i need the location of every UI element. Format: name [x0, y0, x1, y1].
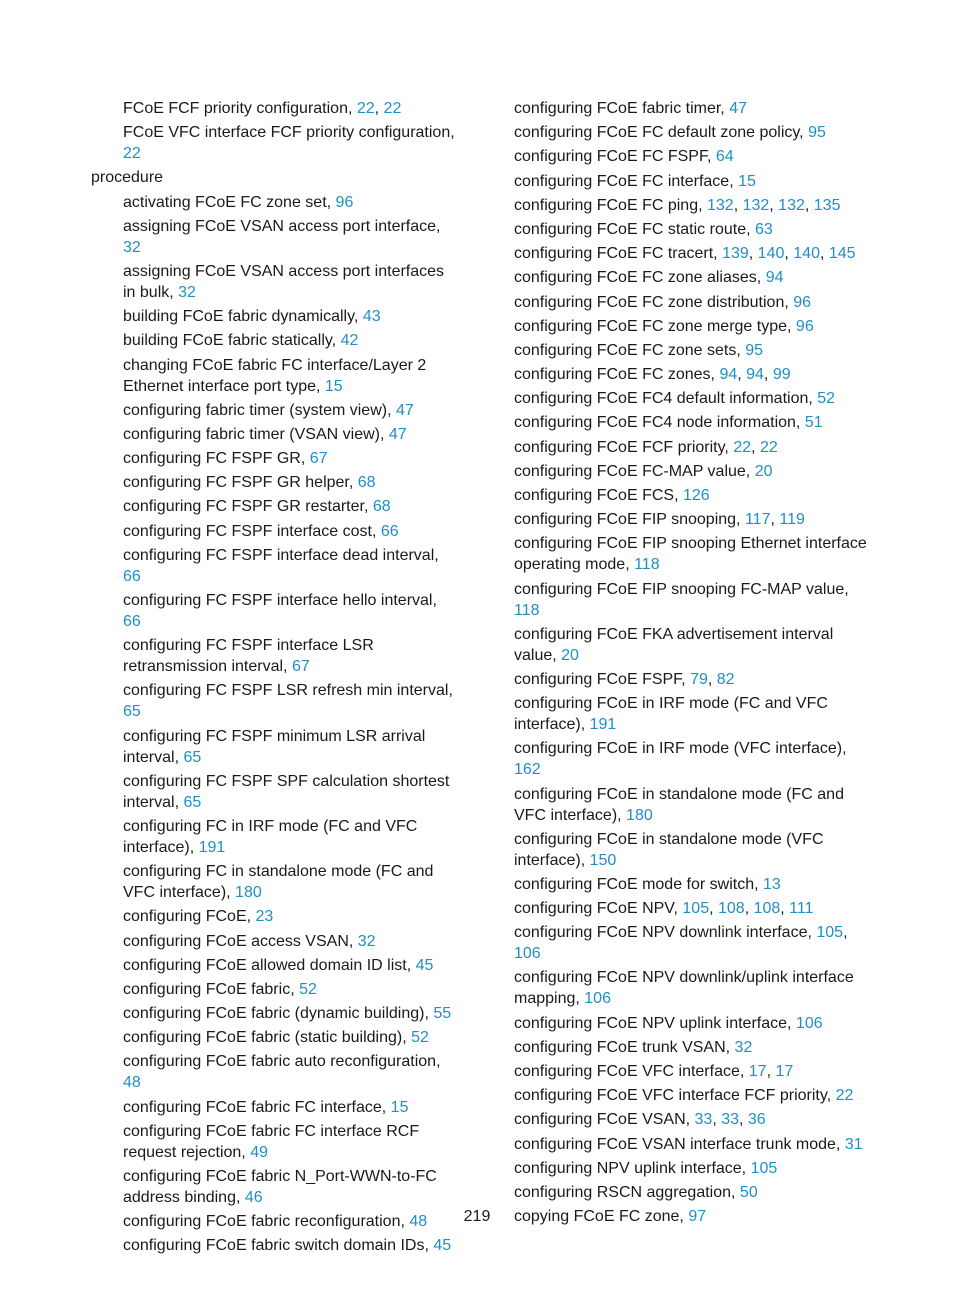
index-entry: [91, 355, 459, 397]
page-link[interactable]: 33: [721, 1111, 740, 1129]
index-entry: [91, 1121, 459, 1163]
index-entry-text: configuring FCoE FCS,: [514, 487, 679, 504]
page-link[interactable]: 48: [409, 1213, 428, 1231]
index-entry-text: configuring FCoE FC zones,: [514, 366, 715, 384]
index-right-column: [514, 98, 874, 1230]
page-link[interactable]: 64: [715, 148, 734, 166]
page-link[interactable]: 145: [828, 245, 856, 263]
index-entry-text: configuring FCoE fabric N_Port-WWN-to-FC address binding,: [123, 1168, 437, 1206]
page-link[interactable]: 68: [372, 498, 391, 516]
index-entry-text: configuring FC FSPF GR helper,: [123, 474, 354, 492]
page-link[interactable]: 111: [789, 900, 814, 918]
index-entry: [91, 590, 459, 632]
index-entry-text: configuring FCoE VSAN,: [514, 1111, 691, 1129]
index-entry-text: FCoE FCF priority configuration,: [123, 100, 353, 117]
page-link[interactable]: 22: [383, 100, 402, 117]
index-entry-text: configuring FCoE fabric switch domain IDs,: [123, 1237, 429, 1255]
index-entry-text: configuring FCoE FC zone distribution,: [514, 293, 789, 311]
index-entry-text: configuring FCoE VSAN interface trunk mode,: [514, 1135, 841, 1153]
index-entry-text: configuring FCoE allowed domain ID list,: [123, 956, 412, 974]
index-entry: [91, 330, 459, 351]
page-link[interactable]: 52: [411, 1029, 429, 1047]
index-entry-text: configuring FCoE FIP snooping,: [514, 511, 741, 529]
index-entry-text: configuring FCoE NPV downlink interface,: [514, 924, 812, 942]
index-entry-text: configuring FCoE FIP snooping Ethernet interface operating mode,: [514, 535, 867, 574]
index-entry: [91, 955, 459, 976]
page-link[interactable]: 45: [433, 1237, 452, 1255]
page-link[interactable]: 45: [415, 956, 434, 974]
page-link[interactable]: 119: [779, 511, 805, 529]
index-entry-text: configuring FCoE fabric FC interface,: [123, 1098, 387, 1116]
index-entry: [514, 292, 874, 313]
page-link[interactable]: 22: [356, 100, 375, 117]
page-link[interactable]: 47: [388, 425, 407, 443]
index-entry-text: configuring FC FSPF interface dead interval,: [123, 546, 439, 564]
page-link[interactable]: 105: [750, 1159, 778, 1177]
index-entry-text: configuring FCoE access VSAN,: [123, 932, 354, 950]
page-link[interactable]: 106: [514, 945, 541, 963]
page-link[interactable]: 22: [733, 438, 752, 456]
index-entry: [514, 340, 874, 361]
page-link[interactable]: 22: [760, 438, 778, 456]
index-entry-text: configuring fabric timer (VSAN view),: [123, 425, 385, 443]
page-link[interactable]: 47: [729, 100, 747, 117]
page-link[interactable]: 97: [688, 1208, 707, 1226]
index-entry: [91, 979, 459, 1000]
page-link[interactable]: 68: [357, 474, 376, 492]
index-entry: [514, 316, 874, 337]
page-link[interactable]: 108: [753, 900, 781, 918]
index-entry: [514, 485, 874, 506]
index-entry-text: assigning FCoE VSAN access port interfaces in bulk,: [123, 262, 445, 301]
index-entry-text: configuring FCoE fabric FC interface RCF request rejection,: [123, 1122, 420, 1161]
page-link[interactable]: 140: [793, 245, 820, 263]
page-link[interactable]: 31: [844, 1135, 863, 1153]
page-link[interactable]: 180: [626, 806, 653, 824]
page-link[interactable]: 22: [835, 1087, 854, 1105]
index-entry-text: configuring NPV uplink interface,: [514, 1159, 747, 1177]
index-entry-text: configuring FCoE FCF priority,: [514, 438, 729, 456]
page-link[interactable]: 47: [395, 401, 414, 419]
index-entry: [91, 306, 459, 327]
page-link[interactable]: 79: [690, 670, 708, 688]
index-entry-text: configuring FCoE FC interface,: [514, 172, 734, 190]
index-entry: [91, 496, 459, 517]
index-entry: [91, 1166, 459, 1208]
page-link[interactable]: 17: [775, 1063, 794, 1080]
page-link[interactable]: 66: [123, 567, 141, 585]
page-link[interactable]: 66: [380, 522, 399, 540]
index-entry: [514, 1037, 874, 1058]
index-entry-text: configuring FC FSPF interface cost,: [123, 522, 377, 540]
index-entry: [91, 192, 459, 213]
index-entry: [91, 448, 459, 469]
page-link[interactable]: 162: [514, 761, 541, 779]
index-entry-text: configuring FCoE in standalone mode (FC and VFC interface),: [514, 785, 844, 824]
page-link[interactable]: 132: [742, 196, 770, 214]
index-entry: [91, 680, 459, 722]
index-entry: [91, 400, 459, 421]
page-link[interactable]: 180: [235, 884, 262, 902]
index-entry-text: configuring FCoE fabric timer,: [514, 100, 725, 117]
page-link[interactable]: 139: [722, 245, 749, 263]
page-link[interactable]: 32: [178, 283, 196, 301]
index-entry: [514, 533, 874, 575]
page-link[interactable]: 191: [198, 838, 226, 856]
index-entry-text: configuring FC FSPF minimum LSR arrival interval,: [123, 727, 426, 766]
index-entry-text: configuring FCoE mode for switch,: [514, 875, 759, 893]
index-entry-text: configuring FCoE FIP snooping FC-MAP value,: [514, 580, 849, 598]
index-entry-text: configuring FCoE fabric,: [123, 980, 295, 998]
page-link[interactable]: 96: [335, 193, 354, 211]
page-link[interactable]: 105: [682, 900, 710, 918]
index-entry: configuring FCoE FSPF, 79, 82: [514, 670, 735, 688]
index-entry-text: configuring FCoE NPV uplink interface,: [514, 1014, 792, 1032]
index-entry: configuring FCoE FC zones, 94, 94, 99: [514, 366, 791, 384]
index-entry-text: configuring FC FSPF SPF calculation shortest interval,: [123, 772, 450, 811]
index-entry: [91, 771, 459, 813]
index-entry: [514, 267, 874, 288]
index-entry: [514, 693, 874, 735]
page-link[interactable]: 67: [291, 658, 310, 676]
page-link[interactable]: 65: [183, 748, 202, 766]
page-link[interactable]: 99: [772, 366, 791, 384]
page-link[interactable]: 118: [514, 601, 540, 619]
page-link[interactable]: 117: [744, 511, 771, 529]
page-link[interactable]: 106: [584, 990, 611, 1008]
page-link[interactable]: 65: [123, 703, 141, 721]
index-entry: [91, 122, 459, 164]
index-entry-text: configuring FC FSPF LSR refresh min interval,: [123, 682, 453, 700]
index-entry: [91, 1235, 459, 1256]
index-entry-text: configuring FCoE FC zone aliases,: [514, 269, 762, 287]
index-entry-text: configuring FCoE FC tracert,: [514, 245, 718, 263]
page-link[interactable]: 43: [362, 308, 381, 326]
index-entry-text: configuring FC in standalone mode (FC and VFC interface),: [123, 863, 434, 902]
page-link[interactable]: 126: [682, 487, 710, 504]
index-entry: [91, 545, 459, 587]
page-link[interactable]: 191: [589, 716, 617, 734]
index-entry: [91, 635, 459, 677]
index-entry: configuring FCoE VSAN, 33, 33, 36: [514, 1111, 766, 1129]
index-entry: configuring FCoE FCF priority, 22, 22: [514, 438, 778, 456]
page-link[interactable]: 17: [748, 1063, 767, 1080]
index-entry-text: configuring FCoE FC default zone policy,: [514, 124, 804, 142]
page-link[interactable]: 140: [757, 245, 785, 263]
index-entry: [91, 726, 459, 768]
index-entry-text: building FCoE fabric dynamically,: [123, 308, 359, 326]
page-link[interactable]: 94: [719, 366, 738, 384]
page-link[interactable]: 15: [324, 377, 343, 395]
index-entry-text: configuring FCoE VFC interface,: [514, 1063, 745, 1080]
index-entry-text: configuring FCoE VFC interface FCF priority,: [514, 1087, 832, 1105]
index-entry: [514, 1182, 874, 1203]
index-entry-text: configuring FC in IRF mode (FC and VFC interface),: [123, 817, 418, 856]
index-entry: [91, 861, 459, 903]
page-link[interactable]: 42: [340, 332, 359, 350]
page-link[interactable]: 132: [706, 196, 734, 214]
page-link[interactable]: 15: [390, 1098, 409, 1116]
index-entry-text: procedure: [91, 169, 164, 187]
index-entry: [91, 1003, 459, 1024]
index-entry: [514, 98, 874, 119]
page-link[interactable]: 118: [634, 556, 660, 574]
index-entry: [514, 1085, 874, 1106]
index-entry: [91, 472, 459, 493]
page-link[interactable]: 67: [309, 450, 328, 468]
page-link[interactable]: 108: [717, 900, 745, 918]
index-entry-text: configuring FCoE in IRF mode (FC and VFC interface),: [514, 695, 828, 734]
index-entry-text: FCoE VFC interface FCF priority configuration,: [123, 124, 455, 142]
page-link[interactable]: 32: [734, 1038, 753, 1056]
page-link[interactable]: 150: [589, 851, 617, 869]
index-entry: [514, 412, 874, 433]
index-entry-text: configuring FCoE in standalone mode (VFC interface),: [514, 830, 824, 869]
index-entry-text: configuring FCoE trunk VSAN,: [514, 1038, 731, 1056]
index-entry-text: configuring FC FSPF GR,: [123, 450, 306, 468]
index-entry: [514, 874, 874, 895]
index-entry-text: configuring FCoE fabric (static building),: [123, 1029, 407, 1047]
index-entry-text: copying FCoE FC zone,: [514, 1208, 684, 1226]
index-entry: [514, 146, 874, 167]
index-entry-text: configuring FCoE FKA advertisement interval value,: [514, 625, 834, 664]
index-left-column: [91, 98, 459, 1260]
index-entry: [91, 1097, 459, 1118]
index-entry-text: configuring FCoE in IRF mode (VFC interface),: [514, 740, 847, 758]
index-entry-text: configuring RSCN aggregation,: [514, 1183, 736, 1201]
index-entry: [514, 1013, 874, 1034]
index-entry-text: configuring FCoE FC-MAP value,: [514, 462, 751, 480]
page-link[interactable]: 22: [123, 145, 141, 163]
page-link[interactable]: 50: [739, 1183, 758, 1201]
index-entry-text: configuring FCoE,: [123, 908, 252, 926]
page-link[interactable]: 135: [813, 196, 841, 214]
index-entry: [514, 388, 874, 409]
index-entry: [514, 1158, 874, 1179]
page-link[interactable]: 49: [250, 1143, 268, 1161]
index-entry: [514, 829, 874, 871]
index-entry: [514, 219, 874, 240]
page-link[interactable]: 63: [755, 220, 773, 238]
index-entry-text: configuring FCoE FC ping,: [514, 196, 703, 214]
page-link[interactable]: 106: [795, 1014, 823, 1032]
index-entry-text: configuring FCoE FC FSPF,: [514, 148, 712, 166]
page-link[interactable]: 20: [754, 462, 773, 480]
index-entry-text: configuring FCoE fabric reconfiguration,: [123, 1213, 405, 1231]
index-entry: [91, 424, 459, 445]
page-link[interactable]: 94: [765, 269, 784, 287]
index-entry: [91, 1027, 459, 1048]
index-entry: FCoE FCF priority configuration, 22, 22: [123, 100, 402, 117]
page-link[interactable]: 105: [816, 924, 844, 942]
index-entry: [514, 624, 874, 666]
page-link[interactable]: 94: [746, 366, 764, 384]
index-entry-text: configuring FC FSPF interface LSR retransmission interval,: [123, 637, 374, 676]
index-entry-text: activating FCoE FC zone set,: [123, 193, 332, 211]
page-link[interactable]: 132: [778, 196, 805, 214]
index-entry: [514, 461, 874, 482]
index-entry: [514, 784, 874, 826]
index-entry: [91, 906, 459, 927]
index-entry-text: configuring FCoE fabric auto reconfiguration,: [123, 1053, 441, 1071]
index-entry: configuring FCoE FC tracert, 139, 140, 140, 145: [514, 245, 856, 263]
index-entry-text: changing FCoE fabric FC interface/Layer 2 Ethernet interface port type,: [123, 356, 427, 395]
page-link[interactable]: 20: [561, 646, 579, 664]
index-entry: [514, 122, 874, 143]
page-link[interactable]: 55: [433, 1005, 452, 1023]
index-entry: [91, 167, 459, 188]
index-entry: [514, 579, 874, 621]
page-link[interactable]: 32: [123, 238, 141, 256]
page-link[interactable]: 52: [299, 980, 317, 998]
index-entry: [91, 1051, 459, 1093]
index-entry: [91, 816, 459, 858]
index-entry: [514, 1134, 874, 1155]
index-entry: configuring FCoE FC ping, 132, 132, 132, 135: [514, 196, 841, 214]
index-entry: configuring FCoE NPV, 105, 108, 108, 111: [514, 900, 814, 918]
index-entry: [514, 738, 874, 780]
index-entry: [91, 216, 459, 258]
index-entry-text: configuring FC FSPF interface hello interval,: [123, 592, 437, 609]
index-entry-text: configuring FCoE FSPF,: [514, 670, 686, 688]
page-link[interactable]: 52: [817, 390, 836, 408]
page-link[interactable]: 95: [808, 124, 826, 142]
page-link[interactable]: 95: [745, 341, 764, 359]
page-link[interactable]: 15: [738, 172, 756, 190]
index-entry: configuring FCoE FIP snooping, 117, 119: [514, 511, 805, 529]
index-entry-text: configuring FCoE FC4 default information,: [514, 390, 813, 408]
index-entry: [514, 967, 874, 1009]
page-link[interactable]: 96: [795, 317, 814, 335]
page-link[interactable]: 23: [255, 908, 274, 926]
page-link[interactable]: 48: [123, 1074, 141, 1092]
index-entry-text: building FCoE fabric statically,: [123, 332, 337, 350]
index-entry-text: configuring fabric timer (system view),: [123, 401, 392, 419]
page-link[interactable]: 96: [793, 293, 812, 311]
index-entry: [514, 171, 874, 192]
index-entry: configuring FCoE NPV downlink interface, 105, 106: [514, 924, 848, 963]
index-entry: [91, 931, 459, 952]
index-entry: [91, 521, 459, 542]
page-link[interactable]: 82: [716, 670, 735, 688]
index-entry-text: configuring FCoE FC4 node information,: [514, 414, 801, 432]
page-link[interactable]: 51: [804, 414, 823, 432]
page-link[interactable]: 32: [357, 932, 376, 950]
page-link[interactable]: 13: [763, 875, 781, 893]
index-entry-text: configuring FCoE NPV,: [514, 900, 678, 918]
page-link[interactable]: 65: [183, 793, 202, 811]
index-entry-text: configuring FCoE FC zone merge type,: [514, 317, 792, 335]
index-entry-text: configuring FCoE FC zone sets,: [514, 341, 741, 359]
index-entry-text: configuring FCoE FC static route,: [514, 220, 751, 238]
index-entry-text: assigning FCoE VSAN access port interface,: [123, 217, 441, 235]
index-entry-text: configuring FCoE NPV downlink/uplink interface mapping,: [514, 969, 854, 1008]
index-entry-text: configuring FCoE fabric (dynamic building),: [123, 1005, 429, 1023]
index-entry: configuring FCoE VFC interface, 17, 17: [514, 1063, 794, 1080]
index-entry: [91, 261, 459, 303]
page-link[interactable]: 66: [123, 613, 141, 630]
index-entry-text: configuring FC FSPF GR restarter,: [123, 498, 369, 516]
page-number: 219: [463, 1208, 491, 1225]
page-link[interactable]: 33: [694, 1111, 713, 1129]
page-link[interactable]: 36: [747, 1111, 766, 1129]
page-link[interactable]: 46: [244, 1189, 263, 1206]
